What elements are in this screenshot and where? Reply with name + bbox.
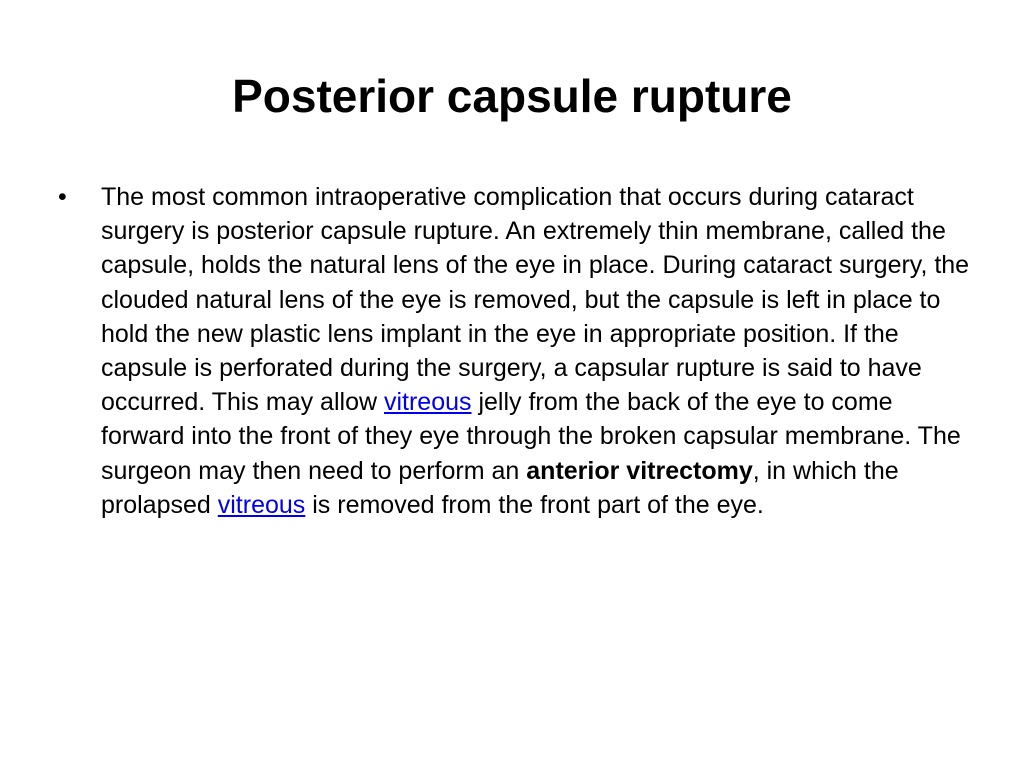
paragraph-text-part4: is removed from the front part of the eye. xyxy=(305,490,764,519)
paragraph-text-part1: The most common intraoperative complication that occurs during cataract surgery is posterior capsule rupture. An extremely thin membrane, called the capsule, holds the natural lens of the eye in place. During cataract surgery, the clouded natural lens of the eye is removed, but the capsule is left in place to hold the new plastic lens implant in the eye in appropriate position. If the capsule is perforated during the surgery, a capsular rupture is said to have occurred. This may allow xyxy=(101,183,970,417)
paragraph-text-part2: jelly from the back of the eye to come forward into the front of they eye through the broken capsular membrane. The surgeon may then need to perform an xyxy=(101,388,961,485)
vitreous-link-2[interactable]: vitreous xyxy=(217,490,306,519)
slide-title: Posterior capsule rupture xyxy=(232,70,792,122)
bullet-list xyxy=(58,180,970,522)
vitreous-link-1[interactable]: vitreous xyxy=(383,388,472,417)
anterior-vitrectomy-bold: anterior vitrectomy xyxy=(526,456,753,485)
bullet-item xyxy=(58,180,970,522)
paragraph-text-part3: , in which the prolapsed xyxy=(101,456,899,519)
bullet-marker: • xyxy=(58,183,67,211)
